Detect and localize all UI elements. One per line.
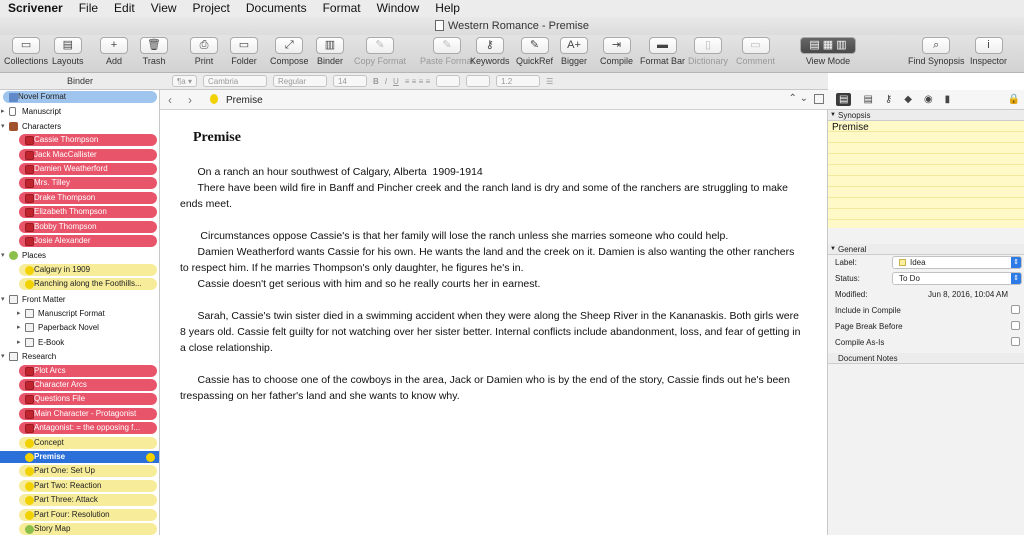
toolbar-bigger-button[interactable] [560,37,588,66]
disclosure-closed-icon[interactable]: ▸ [17,310,21,317]
status-value: To Do [899,274,920,283]
paragraph[interactable]: Circumstances oppose Cassie's is that her family will lose the ranch unless she marries someone who could help. [180,230,729,242]
binder-item[interactable] [0,235,160,248]
toolbar-label: Compile [600,56,634,66]
editor-document-title: Premise [226,95,263,106]
bulb-icon [25,439,34,448]
binder-item[interactable] [0,278,160,291]
align-buttons[interactable]: ≡ ≡ ≡ ≡ [404,76,431,86]
binder-icon: ▥ [316,37,344,54]
binder-item[interactable] [0,408,160,421]
add-icon: + [100,37,128,54]
find-synopsis-icon: ⌕ [922,37,950,54]
menu-help[interactable]: Help [435,1,460,15]
binder-item-label: Josie Alexander [19,235,157,247]
folder-icon [25,323,34,332]
label-select[interactable] [892,256,1022,269]
places-folder-icon [9,251,18,260]
binder-item-label: Main Character - Protagonist [19,408,157,420]
synopsis-text[interactable]: Premise [828,121,1024,228]
disclosure-closed-icon[interactable]: ▸ [1,108,5,116]
keywords-tab-icon[interactable]: ⚷ [884,94,893,105]
bigger-icon: A+ [560,37,588,54]
document-body[interactable] [180,164,803,404]
document-heading: Premise [193,130,241,145]
compile-icon: ⇥ [603,37,631,54]
editor-header [160,90,828,110]
format-bar [160,73,828,90]
paragraph[interactable]: Sarah, Cassie's twin sister died in a swimming accident when they were along the Sheep River in the Kananaskis. Both girls were 8 years old. Cassie felt guilty for not watching over her sister better. Internal conflicts include abandonment, loss, and fear of getting in a close relationship. [180,310,804,354]
collections-icon: ▭ [12,37,40,54]
character-icon [25,367,34,376]
toolbar-label: Inspector [970,56,1008,66]
binder-item-label: Elizabeth Thompson [19,206,157,218]
toolbar-dictionary-button[interactable] [688,37,728,66]
inspector-panel [828,90,1024,535]
toolbar-label: Keywords [470,56,510,66]
text-editor[interactable] [160,110,828,535]
stepper-icon: ⇕ [1011,257,1021,268]
toolbar-binder-button[interactable] [316,37,344,66]
snapshot-tab-icon[interactable]: ◉ [923,94,933,105]
binder-item-label: Mrs. Tilley [19,177,157,189]
italic-button[interactable]: I [384,76,387,86]
binder-item-label: Character Arcs [19,379,157,391]
quickref-icon: ✎ [521,37,549,54]
binder-item[interactable] [0,249,160,262]
general-label: General [838,245,867,254]
character-icon [25,223,34,232]
binder-item-label: Story Map [19,523,157,535]
paragraph[interactable]: Damien Weatherford wants Cassie for his own. He wants the land and the creek on it. Damien is also wanting the other ranchers to respect him. If he marries Thompson's only daughter, he figures he's in. [180,246,798,274]
comment-icon: ▭ [742,37,770,54]
toolbar-find-synopsis-button[interactable] [908,37,965,66]
manuscript-icon [9,107,16,116]
binder-item-label: E-Book [38,337,65,347]
binder-item-label: Cassie Thompson [19,134,157,146]
binder-item-label: Part Three: Attack [19,494,157,506]
binder-item-label: Questions File [19,393,157,405]
binder-item[interactable] [0,393,160,406]
binder-item[interactable] [0,264,160,277]
binder-item[interactable] [0,134,160,147]
menu-edit[interactable]: Edit [114,1,135,15]
folder-icon [9,295,18,304]
paragraph-gap[interactable] [180,356,803,372]
binder-item-label: Part One: Set Up [19,465,157,477]
binder-item[interactable] [0,91,160,104]
menu-view[interactable]: View [150,1,177,15]
binder-sidebar [0,90,160,535]
binder-item[interactable] [0,221,160,234]
toolbar-trash-button[interactable] [140,37,168,66]
toolbar-print-button[interactable] [190,37,218,66]
binder-item-label: Manuscript Format [38,309,105,318]
inspector-icon: i [975,37,1003,54]
menu-bar [0,0,1024,17]
disclosure-closed-icon[interactable]: ▸ [17,338,21,346]
paragraph-gap[interactable] [180,292,803,308]
toolbar-inspector-button[interactable] [970,37,1007,66]
document-notes-header[interactable] [828,353,1024,364]
compose-icon: ⤢ [275,37,303,54]
binder-item[interactable] [0,336,160,349]
binder-item[interactable] [0,379,160,392]
toolbar-label: Paste Format [420,56,475,66]
page-break-label: Page Break Before [835,322,903,331]
character-icon [25,208,34,217]
binder-item-label: Drake Thompson [19,192,157,204]
split-editor-icon[interactable] [814,94,824,104]
binder-item[interactable] [0,480,160,493]
paste-format-icon: ✎ [433,37,461,54]
toolbar-label: Trash [142,56,166,66]
triangle-down-icon: ▼ [830,112,836,118]
compile-as-is-label: Compile As-Is [835,338,885,347]
bulb-icon [25,453,34,462]
toolbar-label: Add [105,56,122,66]
folder-icon [25,309,34,318]
synopsis-section-header[interactable] [828,110,1024,121]
print-icon: ⎙ [190,37,218,54]
menu-project[interactable]: Project [192,1,230,15]
document-notes-label: Document Notes [838,354,898,363]
disclosure-open-icon[interactable]: ▾ [1,353,5,361]
disclosure-open-icon[interactable]: ▾ [1,295,5,303]
label-value: Idea [910,258,926,267]
window-title-bar [0,17,1024,35]
toolbar-label: Layouts [52,56,84,66]
binder-item-label: Antagonist: = the opposing f... [19,422,157,434]
binder-item[interactable] [0,192,160,205]
label-swatch [899,259,906,266]
up-down-arrows-icon[interactable]: ⌃ ⌄ [788,93,808,104]
character-icon [25,136,34,145]
label-key: Label: [835,258,857,267]
window-title: Western Romance - Premise [447,20,589,32]
toolbar-add-button[interactable] [100,37,128,66]
font-weight-select[interactable]: Regular [273,75,327,87]
lock-icon[interactable]: 🔒 [1007,94,1020,105]
triangle-down-icon: ▼ [830,246,836,252]
toolbar-quickref-button[interactable] [516,37,553,66]
modified-row [828,287,1024,303]
toolbar-copy-format-button[interactable] [354,37,406,66]
character-icon [25,424,34,433]
binder-item-label: Research [22,352,57,362]
binder-item[interactable] [0,293,160,306]
paragraph[interactable]: On a ranch an hour southwest of Calgary, Alberta 1909-1914 [180,166,483,178]
keywords-icon: ⚷ [476,37,504,54]
toolbar-collections-button[interactable] [4,37,48,66]
toolbar-label: Binder [316,56,343,66]
underline-button[interactable]: U [393,76,399,86]
format-bar-icon: ▬ [649,37,677,54]
toolbar-label: Copy Format [354,56,407,66]
toolbar-format-bar-button[interactable] [640,37,685,66]
character-icon [25,194,34,203]
synopsis-label: Synopsis [838,111,871,120]
toolbar-comment-button[interactable] [736,37,775,66]
status-key: Status: [835,274,860,283]
toolbar-label: Find Synopsis [908,56,965,66]
toolbar-label: Format Bar [640,56,686,66]
binder-item[interactable] [0,365,160,378]
comments-tab-icon[interactable]: ▮ [944,94,951,105]
toolbar-paste-format-button[interactable] [420,37,474,66]
binder-item-label: Manuscript [22,107,62,117]
toolbar-compile-button[interactable] [600,37,633,66]
binder-item-label: Novel Format [3,91,157,103]
folder-icon: ▭ [230,37,258,54]
line-spacing-select[interactable]: 1.2 [496,75,540,87]
bold-button[interactable]: B [372,76,379,86]
binder-item-label: Bobby Thompson [19,221,157,233]
binder-item-label: Damien Weatherford [19,163,157,175]
binder-item-label: Concept [19,437,157,449]
paragraph[interactable]: There have been wild fire in Banff and Pincher creek and the ranch land is dry and some of the ranchers are struggling to make ends meet. [180,182,791,210]
binder-item[interactable] [0,422,160,435]
disclosure-closed-icon[interactable]: ▸ [17,324,21,332]
toolbar-view-mode-button[interactable] [800,37,856,66]
toolbar-keywords-button[interactable] [470,37,510,66]
binder-item-label: Premise [0,451,160,463]
forward-arrow-icon[interactable]: › [188,93,192,107]
inspector-tabs [828,90,1024,110]
character-icon [25,410,34,419]
idea-bulb-icon [210,94,218,104]
compile-as-is-row [828,335,1024,351]
bulb-icon [25,482,34,491]
include-compile-checkbox[interactable] [1011,305,1020,314]
toolbar-label: QuickRef [516,56,554,66]
disclosure-open-icon[interactable]: ▾ [1,252,5,260]
binder-item[interactable] [0,307,160,320]
modified-value: Jun 8, 2016, 10:04 AM [928,290,1009,299]
binder-item[interactable] [0,163,160,176]
toolbar-label: Folder [231,56,257,66]
paragraph[interactable]: Cassie doesn't get serious with him and so he really courts her in earnest. [180,278,541,290]
paragraph[interactable]: Cassie has to choose one of the cowboys in the area, Jack or Damien who is by the end of the story, Cassie finds out he's been trespassing on her father's land and she wants to know why. [180,374,793,402]
character-icon [25,395,34,404]
bulb-icon [25,266,34,275]
menu-documents[interactable]: Documents [245,1,307,15]
character-icon [25,165,34,174]
toolbar-label: Comment [736,56,776,66]
menu-app[interactable]: Scrivener [8,1,63,15]
layouts-icon: ▤ [54,37,82,54]
toolbar-folder-button[interactable] [230,37,258,66]
menu-format[interactable]: Format [322,1,361,15]
status-select[interactable] [892,272,1022,285]
include-compile-row [828,303,1024,319]
toolbar-label: Bigger [560,56,587,66]
binder-item-label: Ranching along the Foothills... [19,278,157,290]
font-size-select[interactable]: 14 [333,75,367,87]
character-icon [25,237,34,246]
binder-item[interactable] [0,451,160,464]
research-folder-icon [9,352,18,361]
modified-key[interactable]: Modified: [835,290,868,299]
bookmark-tab-icon[interactable]: ▤ [863,94,873,105]
toolbar [0,35,1024,73]
page-break-row [828,319,1024,335]
binder-item-label: Part Four: Resolution [19,509,157,521]
binder-item-label: Jack MacCallister [19,149,157,161]
tag-tab-icon[interactable]: ◆ [904,94,912,105]
include-compile-label: Include in Compile [835,306,901,315]
toolbar-label: Dictionary [688,56,729,66]
label-row [828,255,1024,271]
menu-file[interactable]: File [78,1,99,15]
notes-tab-icon[interactable]: ▤ [836,93,851,106]
idea-dot-icon [146,453,155,462]
paragraph-style-select[interactable]: ¶a ▾ [172,75,197,87]
binder-item[interactable] [0,350,160,363]
toolbar-label: Print [194,56,214,66]
binder-item-label: Calgary in 1909 [19,264,157,276]
binder-item-label: Places [22,251,47,261]
copy-format-icon: ✎ [366,37,394,54]
binder-item[interactable] [0,177,160,190]
stepper-icon: ⇕ [1011,273,1021,284]
binder-item[interactable] [0,321,160,334]
characters-folder-icon [9,122,18,131]
page-break-checkbox[interactable] [1011,321,1020,330]
binder-item-label: Paperback Novel [38,323,99,333]
compile-as-is-checkbox[interactable] [1011,337,1020,346]
binder-item[interactable] [0,465,160,478]
character-icon [25,381,34,390]
view-mode-icon: ▤ ▦ ▥ [800,37,856,54]
back-arrow-icon[interactable]: ‹ [168,93,172,107]
highlight-select[interactable] [466,75,490,87]
binder-item[interactable] [0,494,160,507]
toolbar-label: Compose [270,56,309,66]
folder-icon [25,338,34,347]
dictionary-icon: ▯ [694,37,722,54]
binder-item[interactable] [0,206,160,219]
disclosure-open-icon[interactable]: ▾ [1,122,5,130]
binder-item[interactable] [0,437,160,450]
paragraph-gap[interactable] [180,212,803,228]
toolbar-label: Collections [4,56,49,66]
binder-item[interactable] [0,120,160,133]
list-button[interactable]: ☰ [546,76,554,86]
binder-item-label: Part Two: Reaction [19,480,157,492]
font-family-select[interactable]: Cambria [203,75,267,87]
binder-header: Binder [0,73,160,90]
text-color-select[interactable] [436,75,460,87]
binder-item[interactable] [0,105,160,118]
trash-icon: 🗑 [140,37,168,54]
binder-item-label: Characters [22,121,62,131]
character-icon [25,179,34,188]
toolbar-layouts-button[interactable] [52,37,84,66]
document-icon [435,20,444,31]
toolbar-compose-button[interactable] [270,37,309,66]
general-section-header[interactable] [828,244,1024,255]
binder-item-label: Front Matter [22,294,66,304]
toolbar-label: View Mode [805,56,851,66]
status-row [828,271,1024,287]
binder-item[interactable] [0,523,160,535]
bulb-icon [25,511,34,520]
synopsis-footer [828,228,1024,244]
novel-format-icon [9,93,18,102]
character-icon [25,151,34,160]
binder-item[interactable] [0,149,160,162]
menu-window[interactable]: Window [376,1,420,15]
binder-item[interactable] [0,509,160,522]
binder-item-label: Plot Arcs [19,365,157,377]
story-map-icon [25,525,34,534]
